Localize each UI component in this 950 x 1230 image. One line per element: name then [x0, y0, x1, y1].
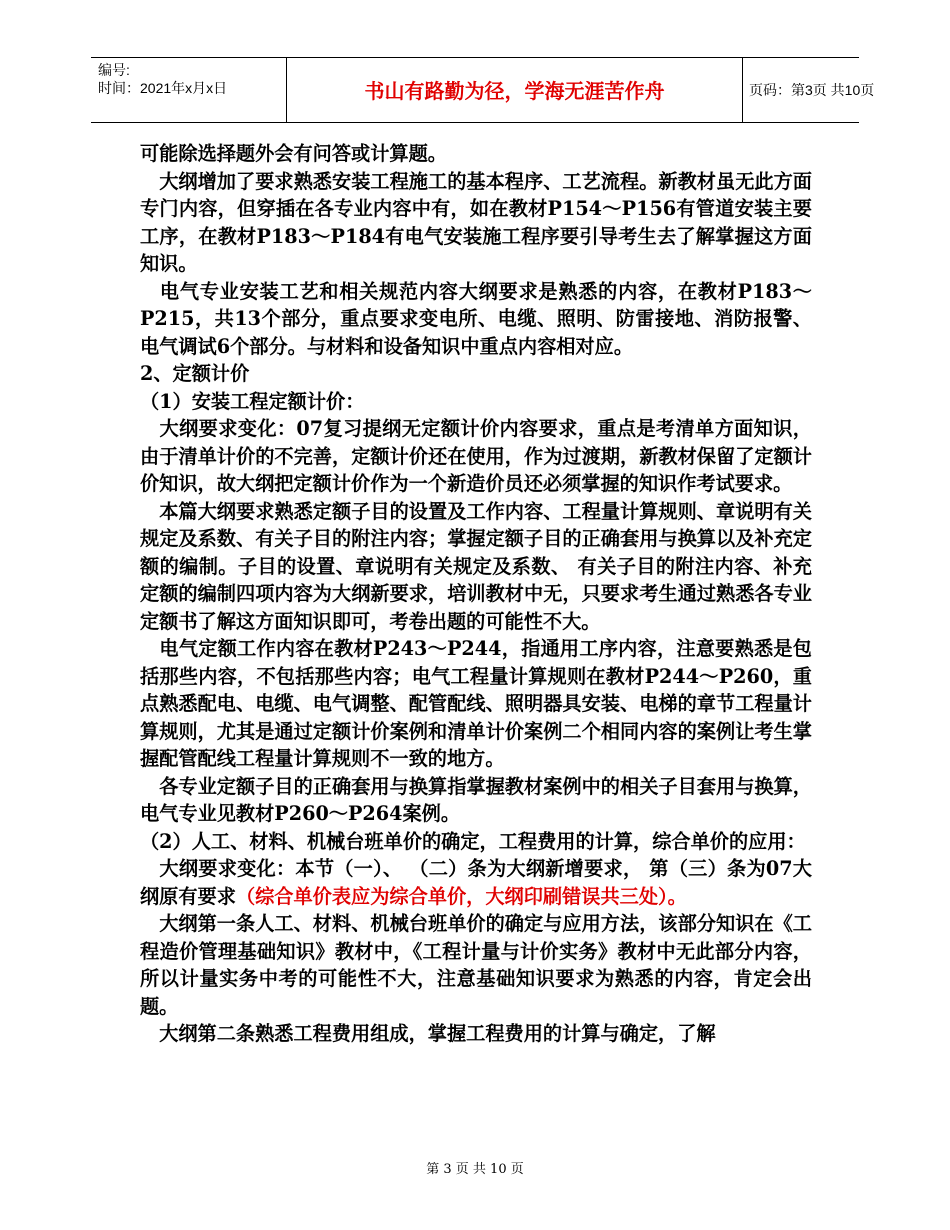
- paragraph: 大纲第二条熟悉工程费用组成，掌握工程费用的计算与确定，了解: [140, 1022, 716, 1045]
- page-header: [91, 57, 875, 123]
- document-time-label: 时间：2021年x月x日: [98, 80, 228, 96]
- paragraph: 电气定额工作内容在教材P243～P244，指通用工序内容，注意要熟悉是包括那些内容，不包括那些内容；电气工程量计算规则在教材P244～P260，重点熟悉配电、电缆、电气调整、配管配线、照明器具安装、电梯的章节工程量计算规则，尤其是通过定额计价案例和清单计价案例二个相同内容的案例让考生掌握配管配线工程量计算规则不一致的地方。: [140, 637, 812, 770]
- subsection-heading: （1）安装工程定额计价：: [140, 389, 365, 413]
- subsection-heading: （2）人工、材料、机械台班单价的确定，工程费用的计算，综合单价的应用：: [140, 829, 806, 853]
- header-motto: 书山有路勤为径，学海无涯苦作舟: [364, 79, 665, 103]
- header-left-cell: [91, 58, 286, 122]
- section-heading: 2、定额计价: [140, 362, 250, 385]
- document-number-label: 编号:: [98, 62, 130, 78]
- paragraph: 各专业定额子目的正确套用与换算指掌握教材案例中的相关子目套用与换算，电气专业见教材P260～P264案例。: [140, 774, 812, 825]
- header-page-number: 页码：第3页 共10页: [749, 82, 875, 98]
- paragraph: 可能除选择题外会有问答或计算题。: [140, 142, 447, 165]
- page-footer: 第 3 页 共 10 页: [426, 1162, 524, 1177]
- paragraph-with-note: [140, 855, 812, 910]
- paragraph: 大纲要求变化：07复习提纲无定额计价内容要求，重点是考清单方面知识，由于清单计价的不完善，定额计价还在使用，作为过渡期，新教材保留了定额计价知识，故大纲把定额计价作为一个新造价员还必须掌握的知识作考试要求。: [140, 417, 812, 495]
- paragraph-text: 大纲要求变化：本节（一）、 （二）条为大纲新增要求， 第（三）条为07大纲原有要求: [140, 857, 812, 908]
- paragraph: 大纲增加了要求熟悉安装工程施工的基本程序、工艺流程。新教材虽无此方面专门内容，但穿插在各专业内容中有，如在教材P154～P156有管道安装主要工序，在教材P183～P184有电气安装施工程序要引导考生去了解掌握这方面知识。: [140, 169, 812, 275]
- header-motto-cell: [286, 58, 743, 122]
- paragraph: 电气专业安装工艺和相关规范内容大纲要求是熟悉的内容，在教材P183～P215，共13个部分，重点要求变电所、电缆、照明、防雷接地、消防报警、电气调试6个部分。与材料和设备知识中重点内容相对应。: [140, 279, 812, 358]
- paragraph: 本篇大纲要求熟悉定额子目的设置及工作内容、工程量计算规则、章说明有关规定及系数、有关子目的附注内容；掌握定额子目的正确套用与换算以及补充定额的编制。子目的设置、章说明有关规定及系数、 有关子目的附注内容、补充定额的编制四项内容为大纲新要求，培训教材中无，只要求考生通过熟悉各专业定额书了解这方面知识即可，考卷出题的可能性不大。: [140, 499, 812, 633]
- paragraph: 大纲第一条人工、材料、机械台班单价的确定与应用方法，该部分知识在《工程造价管理基础知识》教材中，《工程计量与计价实务》教材中无此部分内容，所以计量实务中考的可能性不大，注意基础知识要求为熟悉的内容，肯定会出题。: [140, 912, 812, 1018]
- header-page-cell: [741, 58, 875, 122]
- document-body: [140, 140, 812, 1048]
- red-correction-note: （综合单价表应为综合单价，大纲印刷错误共三处）。: [235, 884, 687, 908]
